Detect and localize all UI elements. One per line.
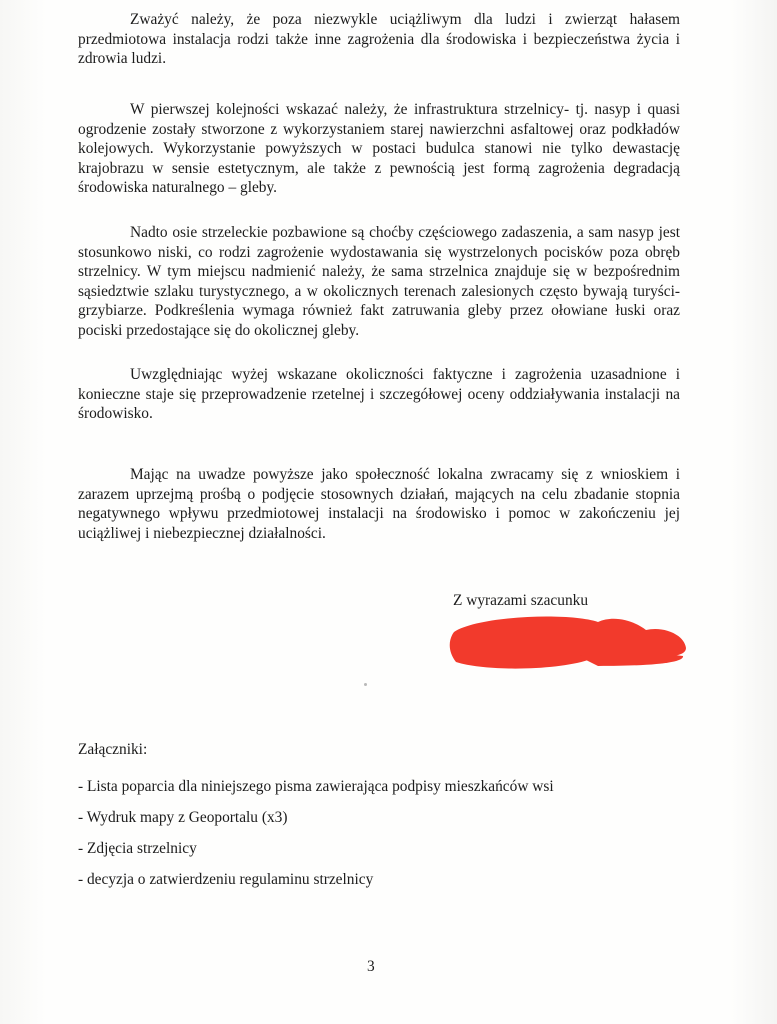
attachment-item: - Wydruk mapy z Geoportalu (x3) — [78, 809, 288, 826]
attachment-item: - decyzja o zatwierdzeniu regulaminu strzelnicy — [78, 871, 374, 888]
redacted-signature — [448, 612, 688, 672]
paragraph-request: Mając na uwadze powyższe jako społeczność lokalna zwracamy się z wnioskiem i zarazem uprzejmą prośbą o podjęcie stosownych działań, mających na celu zbadanie stopnia negatywnego wpływu przedmiotowej instalacji na środowisko i pomoc w zakończeniu jej uciążliwej i niebezpiecznej działalności. — [78, 466, 680, 542]
paragraph-assessment: Uwzględniając wyżej wskazane okoliczności faktyczne i zagrożenia uzasadnione i konieczne staje się przeprowadzenie rzetelnej i szczegółowej oceny oddziaływania instalacji na środowisko. — [78, 366, 680, 423]
attachments-heading: Załączniki: — [78, 741, 148, 758]
paragraph-shooting-axes: Nadto osie strzeleckie pozbawione są choćby częściowego zadaszenia, a sam nasyp jest stosunkowo niski, co rodzi zagrożenie wydostawania się wystrzelonych pocisków poza obręb strzelnicy. W tym miejscu nadmienić należy, że sama strzelnica znajduje się w bezpośrednim sąsiedztwie szlaku turystycznego, a w okolicznych terenach zalesionych często bywają turyści-grzybiarze. Podkreślenia wymaga również fakt zatruwania gleby przez ołowiane łuski oraz pociski przedostające się do okolicznej gleby. — [78, 224, 680, 339]
scan-speck — [364, 683, 367, 686]
closing-salutation: Z wyrazami szacunku — [453, 592, 589, 609]
page-number: 3 — [367, 958, 375, 975]
paragraph-infrastructure: W pierwszej kolejności wskazać należy, że infrastruktura strzelnicy- tj. nasyp i quasi ogrodzenie zostały stworzone z wykorzystaniem starej nawierzchni asfaltowej oraz podkładów kolejowych. Wykorzystanie powyższych w postaci budulca stanowi nie tylko dewastację krajobrazu w sensie estetycznym, ale także z pewnością jest formą zagrożenia degradacją środowiska naturalnego – gleby. — [78, 101, 680, 197]
paragraph-threats-intro: Zważyć należy, że poza niezwykle uciążliwym dla ludzi i zwierząt hałasem przedmiotowa instalacja rodzi także inne zagrożenia dla środowiska i bezpieczeństwa życia i zdrowia ludzi. — [78, 11, 680, 68]
attachment-item: - Zdjęcia strzelnicy — [78, 840, 197, 857]
attachment-item: - Lista poparcia dla niniejszego pisma zawierająca podpisy mieszkańców wsi — [78, 778, 554, 795]
attachments-list — [78, 777, 554, 901]
